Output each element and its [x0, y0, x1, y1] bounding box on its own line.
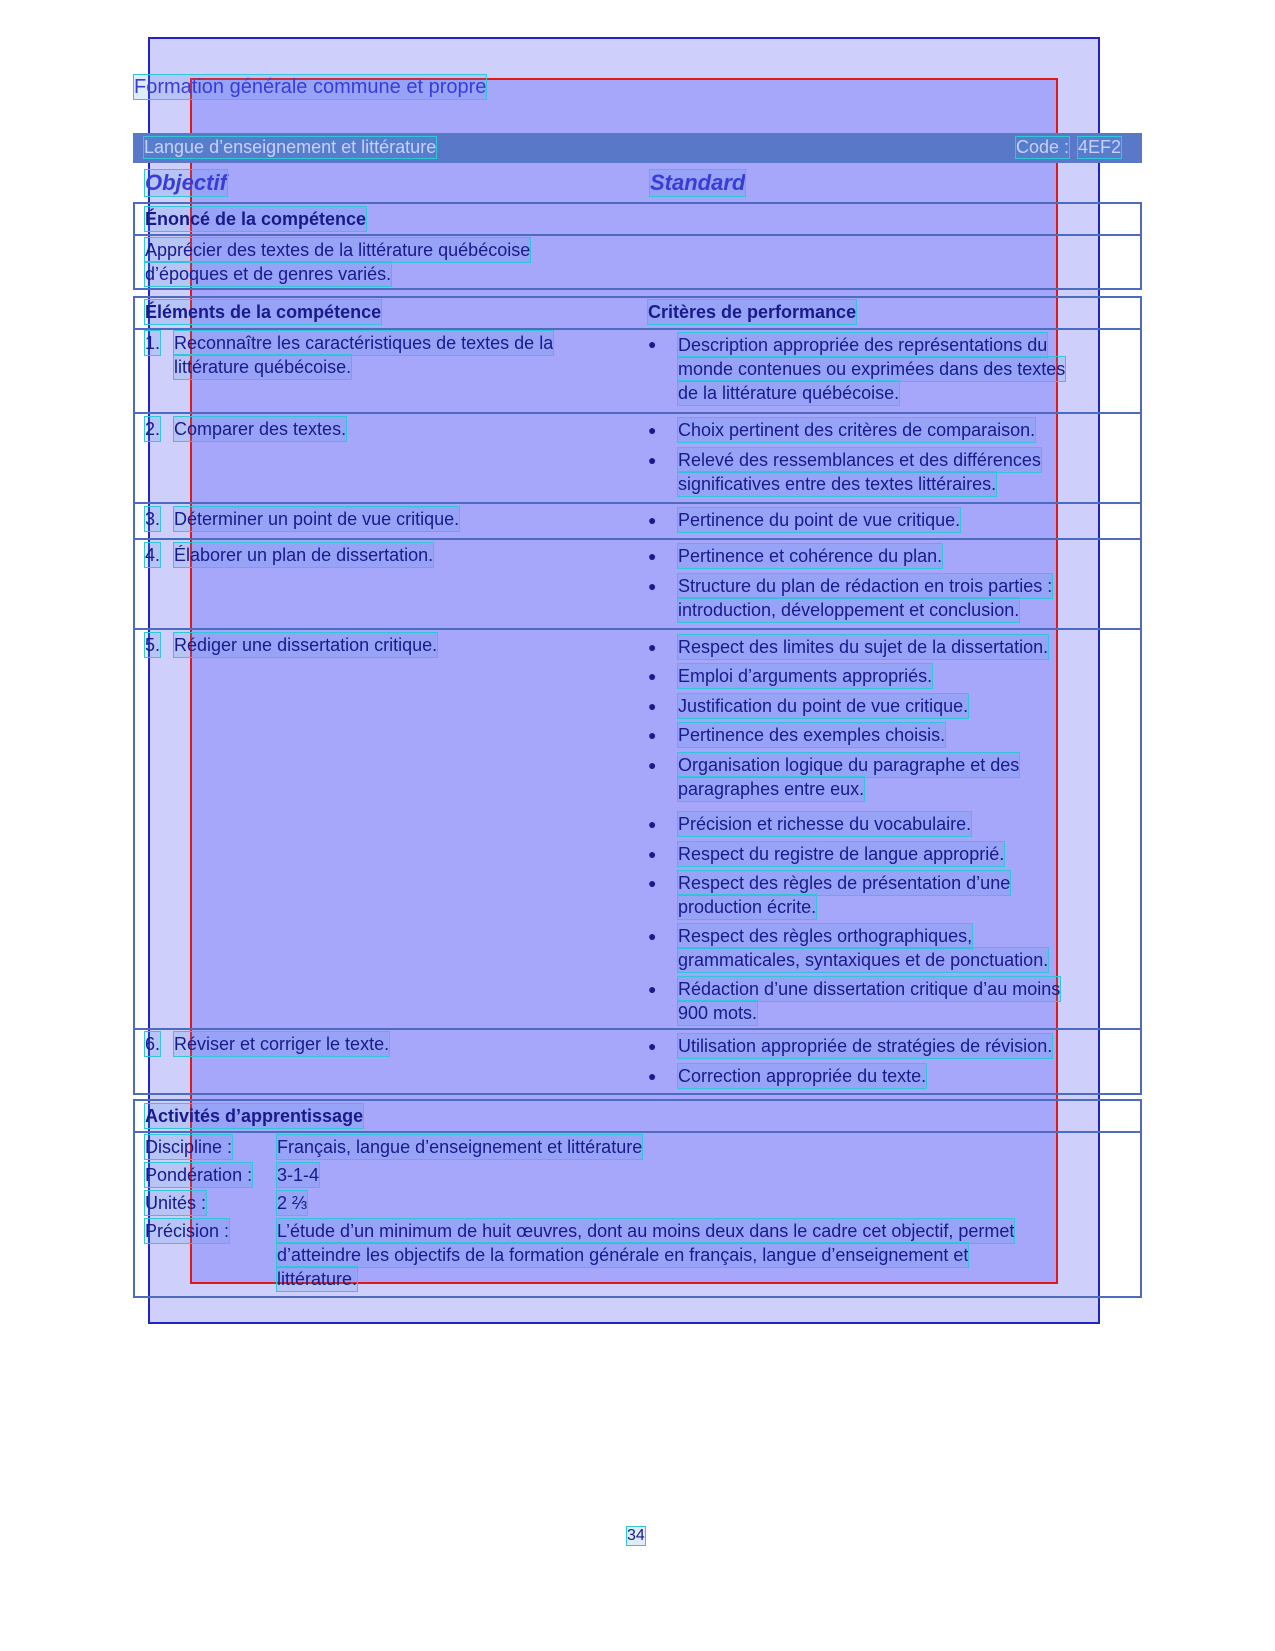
criterion-1-1-line-3: de la littérature québécoise. [678, 383, 900, 403]
bullet-icon: ● [648, 1068, 657, 1084]
field-value-precision-line-3: littérature. [277, 1269, 358, 1289]
field-value-precision-line-2: d’atteindre les objectifs de la formation générale en français, langue d’enseignement et [277, 1245, 969, 1265]
element-num-6: 6. [145, 1034, 161, 1054]
standard-header: Standard [650, 170, 746, 195]
bullet-icon: ● [648, 336, 657, 352]
code-label: Code : [1016, 137, 1070, 157]
criterion-5-2: Emploi d’arguments appropriés. [678, 666, 933, 686]
bullet-icon: ● [648, 668, 657, 684]
criterion-5-8-line-2: production écrite. [678, 897, 817, 917]
criterion-5-1: Respect des limites du sujet de la dissertation. [678, 637, 1049, 657]
criterion-5-9-line-2: grammaticales, syntaxiques et de ponctuation. [678, 950, 1049, 970]
activites-title: Activités d’apprentissage [145, 1106, 364, 1126]
criterion-5-4: Pertinence des exemples choisis. [678, 725, 946, 745]
bullet-icon: ● [648, 512, 657, 528]
element-num-1: 1. [145, 333, 161, 353]
criterion-5-10-line-1: Rédaction d’une dissertation critique d’au moins [678, 979, 1061, 999]
field-label-precision: Précision : [145, 1221, 230, 1241]
criterion-5-7: Respect du registre de langue approprié. [678, 844, 1005, 864]
element-3-line-1: Déterminer un point de vue critique. [174, 509, 460, 529]
element-4-line-1: Élaborer un plan de dissertation. [174, 545, 434, 565]
element-5-line-1: Rédiger une dissertation critique. [174, 635, 438, 655]
enonce-line-2: d’époques et de genres variés. [145, 264, 392, 284]
criterion-5-5-line-1: Organisation logique du paragraphe et des [678, 755, 1020, 775]
criterion-2-2-line-2: significatives entre des textes littéraires. [678, 474, 997, 494]
bullet-icon: ● [648, 639, 657, 655]
elements-box [133, 296, 1142, 1095]
field-label-ponderation: Pondération : [145, 1165, 253, 1185]
criterion-2-1: Choix pertinent des critères de comparaison. [678, 420, 1036, 440]
bullet-icon: ● [648, 1038, 657, 1054]
criterion-5-9-line-1: Respect des règles orthographiques, [678, 926, 973, 946]
section-title: Formation générale commune et propre [134, 76, 487, 98]
criterion-5-3: Justification du point de vue critique. [678, 696, 969, 716]
field-label-unites: Unités : [145, 1193, 207, 1213]
criterion-4-2-line-1: Structure du plan de rédaction en trois parties : [678, 576, 1053, 596]
bullet-icon: ● [648, 452, 657, 468]
criterion-3-1: Pertinence du point de vue critique. [678, 510, 961, 530]
bullet-icon: ● [648, 846, 657, 862]
elements-col-right: Critères de performance [648, 302, 857, 322]
criterion-5-8-line-1: Respect des règles de présentation d’une [678, 873, 1011, 893]
enonce-title: Énoncé de la compétence [145, 209, 367, 229]
bullet-icon: ● [648, 422, 657, 438]
criterion-4-1: Pertinence et cohérence du plan. [678, 546, 943, 566]
course-title: Langue d’enseignement et littérature [144, 137, 437, 157]
bullet-icon: ● [648, 875, 657, 891]
field-value-unites: 2 ⅔ [277, 1193, 308, 1213]
criterion-4-2-line-2: introduction, développement et conclusion. [678, 600, 1020, 620]
element-num-2: 2. [145, 419, 161, 439]
criterion-1-1-line-1: Description appropriée des représentations du [678, 335, 1048, 355]
criterion-5-5-line-2: paragraphes entre eux. [678, 779, 865, 799]
field-value-precision-line-1: L’étude d’un minimum de huit œuvres, dont au moins deux dans le cadre cet objectif, permet [277, 1221, 1015, 1241]
bullet-icon: ● [648, 757, 657, 773]
objectif-header: Objectif [145, 170, 227, 195]
bullet-icon: ● [648, 727, 657, 743]
bullet-icon: ● [648, 698, 657, 714]
element-1-line-1: Reconnaître les caractéristiques de textes de la [174, 333, 554, 353]
element-6-line-1: Réviser et corriger le texte. [174, 1034, 390, 1054]
bullet-icon: ● [648, 578, 657, 594]
criterion-5-10-line-2: 900 mots. [678, 1003, 758, 1023]
elements-col-left: Éléments de la compétence [145, 302, 382, 322]
bullet-icon: ● [648, 816, 657, 832]
element-num-4: 4. [145, 545, 161, 565]
bullet-icon: ● [648, 928, 657, 944]
element-2-line-1: Comparer des textes. [174, 419, 347, 439]
element-num-5: 5. [145, 635, 161, 655]
field-value-discipline: Français, langue d’enseignement et littérature [277, 1137, 643, 1157]
criterion-1-1-line-2: monde contenues ou exprimées dans des textes [678, 359, 1066, 379]
code-value: 4EF2 [1078, 137, 1122, 157]
element-1-line-2: littérature québécoise. [174, 357, 352, 377]
criterion-6-2: Correction appropriée du texte. [678, 1066, 927, 1086]
criterion-5-6: Précision et richesse du vocabulaire. [678, 814, 972, 834]
page-number: 34 [627, 1527, 645, 1544]
criterion-6-1: Utilisation appropriée de stratégies de révision. [678, 1036, 1053, 1056]
enonce-line-1: Apprécier des textes de la littérature québécoise [145, 240, 531, 260]
bullet-icon: ● [648, 548, 657, 564]
field-value-ponderation: 3-1-4 [277, 1165, 320, 1185]
bullet-icon: ● [648, 981, 657, 997]
field-label-discipline: Discipline : [145, 1137, 233, 1157]
criterion-2-2-line-1: Relevé des ressemblances et des différences [678, 450, 1041, 470]
element-num-3: 3. [145, 509, 161, 529]
